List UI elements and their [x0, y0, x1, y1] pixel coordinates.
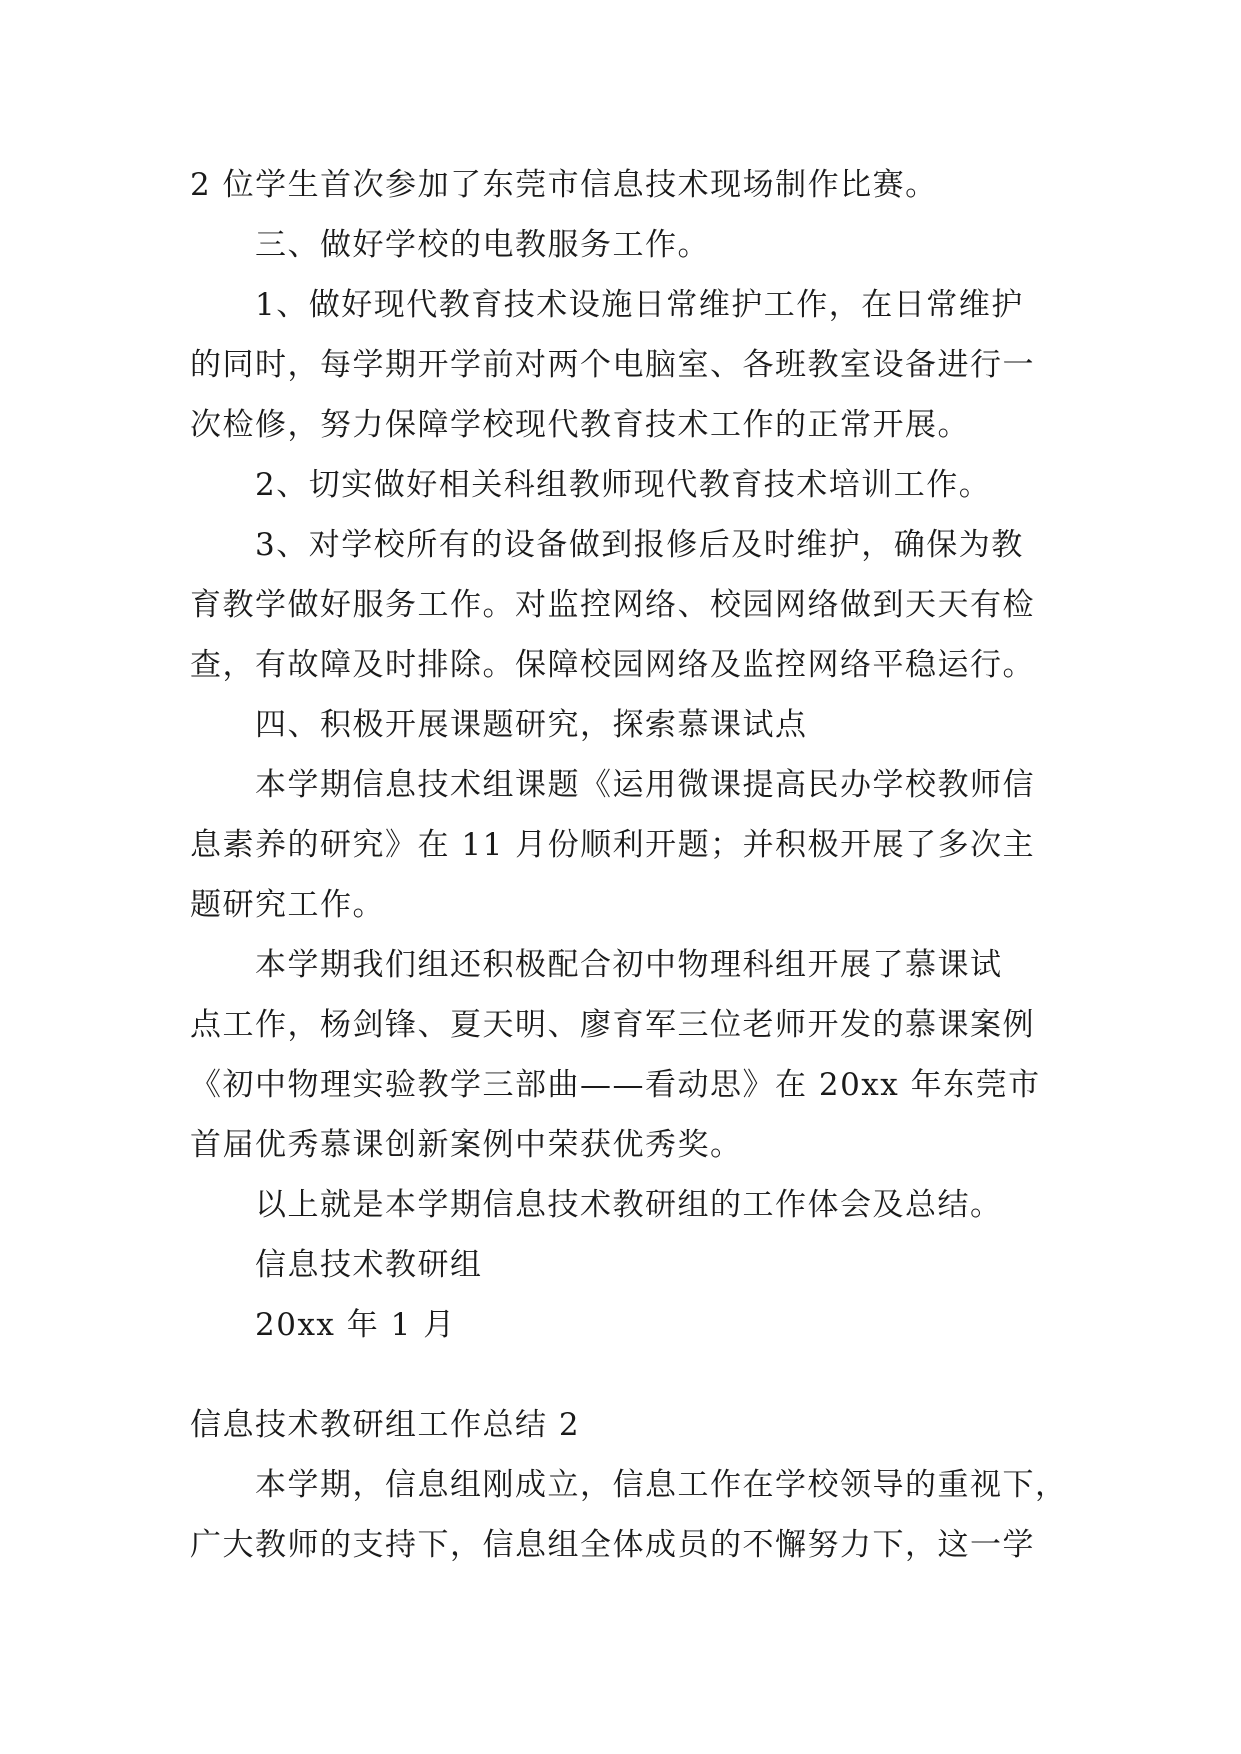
text-line: 以上就是本学期信息技术教研组的工作体会及总结。 [255, 1187, 1003, 1223]
text-line: 本学期我们组还积极配合初中物理科组开展了慕课试 [255, 947, 1003, 983]
section-heading: 四、积极开展课题研究，探索慕课试点 [255, 707, 808, 743]
text-line: 本学期，信息组刚成立，信息工作在学校领导的重视下， [255, 1467, 1068, 1503]
text-line: 育教学做好服务工作。对监控网络、校园网络做到天天有检 [190, 587, 1035, 623]
text-line: 首届优秀慕课创新案例中荣获优秀奖。 [190, 1127, 743, 1163]
signature-date: 20xx 年 1 月 [255, 1307, 456, 1343]
text-line: 1、做好现代教育技术设施日常维护工作，在日常维护 [255, 287, 1024, 323]
text-line: 点工作，杨剑锋、夏天明、廖育军三位老师开发的慕课案例 [190, 1007, 1035, 1043]
text-line: 息素养的研究》在 11 月份顺利开题；并积极开展了多次主 [190, 827, 1036, 863]
section-heading: 三、做好学校的电教服务工作。 [255, 227, 710, 263]
text-line: 2、切实做好相关科组教师现代教育技术培训工作。 [255, 467, 992, 503]
text-line: 次检修，努力保障学校现代教育技术工作的正常开展。 [190, 407, 970, 443]
document-title: 信息技术教研组工作总结 2 [190, 1407, 581, 1443]
text-line: 查，有故障及时排除。保障校园网络及监控网络平稳运行。 [190, 647, 1035, 683]
text-line: 本学期信息技术组课题《运用微课提高民办学校教师信 [255, 767, 1035, 803]
signature-org: 信息技术教研组 [255, 1247, 483, 1283]
text-line: 3、对学校所有的设备做到报修后及时维护，确保为教 [255, 527, 1024, 563]
text-line: 广大教师的支持下，信息组全体成员的不懈努力下，这一学 [190, 1527, 1035, 1563]
text-line: 2 位学生首次参加了东莞市信息技术现场制作比赛。 [190, 167, 938, 203]
text-line: 的同时，每学期开学前对两个电脑室、各班教室设备进行一 [190, 347, 1035, 383]
text-line: 《初中物理实验教学三部曲——看动思》在 20xx 年东莞市 [190, 1067, 1041, 1103]
text-line: 题研究工作。 [190, 887, 385, 923]
